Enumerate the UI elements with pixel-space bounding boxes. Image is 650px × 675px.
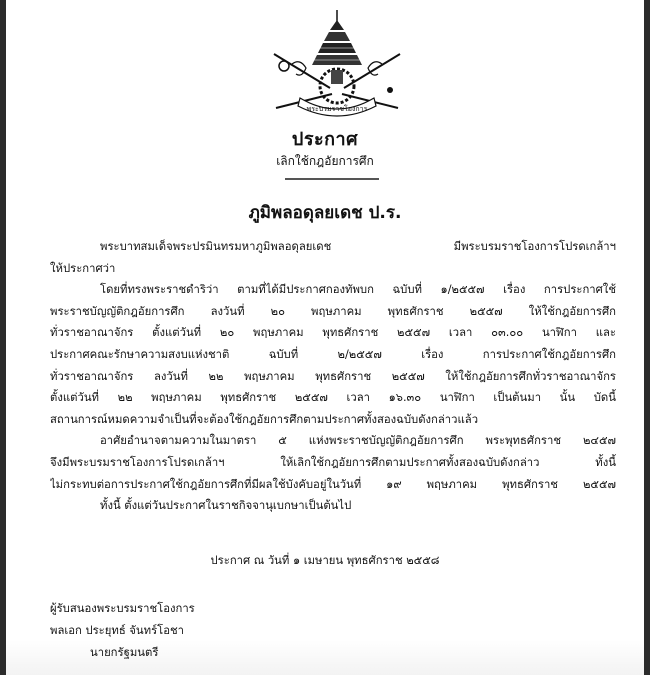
svg-text:พระบรมราชโองการ: พระบรมราชโองการ <box>306 105 368 113</box>
body-line: ทั่วราชอาณาจักร ตั้งแต่วันที่ ๒๐ พฤษภาคม พุทธศักราช ๒๕๕๗ เวลา ๐๓.๐๐ นาฬิกา และ <box>50 326 616 340</box>
title-divider <box>285 178 379 180</box>
document-page <box>6 0 644 675</box>
countersign-position: นายกรัฐมนตรี <box>90 646 159 659</box>
body-line: ไม่กระทบต่อการประกาศใช้กฎอัยการศึกที่มีผลใช้บังคับอยู่ในวันที่ ๑๙ พฤษภาคม พุทธศักราช ๒๕๕๗ <box>50 477 616 491</box>
body-line: ตั้งแต่วันที่ ๒๒ พฤษภาคม พุทธศักราช ๒๕๕๗ เวลา ๑๖.๓๐ นาฬิกา เป็นต้นมา นั้น บัดนี้ <box>50 391 616 405</box>
royal-signature-name: ภูมิพลอดุลยเดช ป.ร. <box>248 203 402 223</box>
royal-garuda-emblem-icon <box>262 8 412 120</box>
body-line: โดยที่ทรงพระราชดำริว่า ตามที่ได้มีประกาศกองทัพบก ฉบับที่ ๑/๒๕๕๗ เรื่อง การประกาศใช้ <box>100 283 616 297</box>
body-line: พระราชบัญญัติกฎอัยการศึก ลงวันที่ ๒๐ พฤษภาคม พุทธศักราช ๒๕๕๗ ให้ใช้กฎอัยการศึก <box>50 304 616 318</box>
countersign-name: พลเอก ประยุทธ์ จันทร์โอชา <box>50 624 185 637</box>
body-line: สถานการณ์หมดความจำเป็นที่จะต้องใช้กฎอัยการศึกตามประกาศทั้งสองฉบับดังกล่าวแล้ว <box>50 412 479 426</box>
document-title: ประกาศ <box>291 129 359 150</box>
proclamation-date: ประกาศ ณ วันที่ ๑ เมษายน พุทธศักราช ๒๕๕๘ <box>210 554 440 567</box>
body-line: ประกาศคณะรักษาความสงบแห่งชาติ ฉบับที่ ๒/๒๕๕๗ เรื่อง การประกาศใช้กฎอัยการศึก <box>50 347 616 361</box>
body-line: ทั้งนี้ ตั้งแต่วันประกาศในราชกิจจานุเบกษาเป็นต้นไป <box>100 499 352 513</box>
body-line: จึงมีพระบรมราชโองการโปรดเกล้าฯ ให้เลิกใช้กฎอัยการศึกตามประกาศทั้งสองฉบับดังกล่าว ทั้งนี้ <box>50 455 616 469</box>
document-body <box>50 236 616 517</box>
body-line: ให้ประกาศว่า <box>50 261 116 275</box>
body-line: ทั่วราชอาณาจักร ลงวันที่ ๒๒ พฤษภาคม พุทธศักราช ๒๕๕๗ ให้ใช้กฎอัยการศึกทั่วราชอาณาจักร <box>50 369 616 383</box>
countersignature <box>50 598 195 664</box>
body-line: อาศัยอำนาจตามความในมาตรา ๕ แห่งพระราชบัญญัติกฎอัยการศึก พระพุทธศักราช ๒๔๕๗ <box>100 434 616 448</box>
document-subtitle: เลิกใช้กฎอัยการศึก <box>276 154 374 168</box>
body-line: พระบาทสมเด็จพระปรมินทรมหาภูมิพลอดุลยเดช มีพระบรมราชโองการโปรดเกล้าฯ <box>100 240 616 253</box>
countersign-label: ผู้รับสนองพระบรมราชโองการ <box>50 602 195 615</box>
